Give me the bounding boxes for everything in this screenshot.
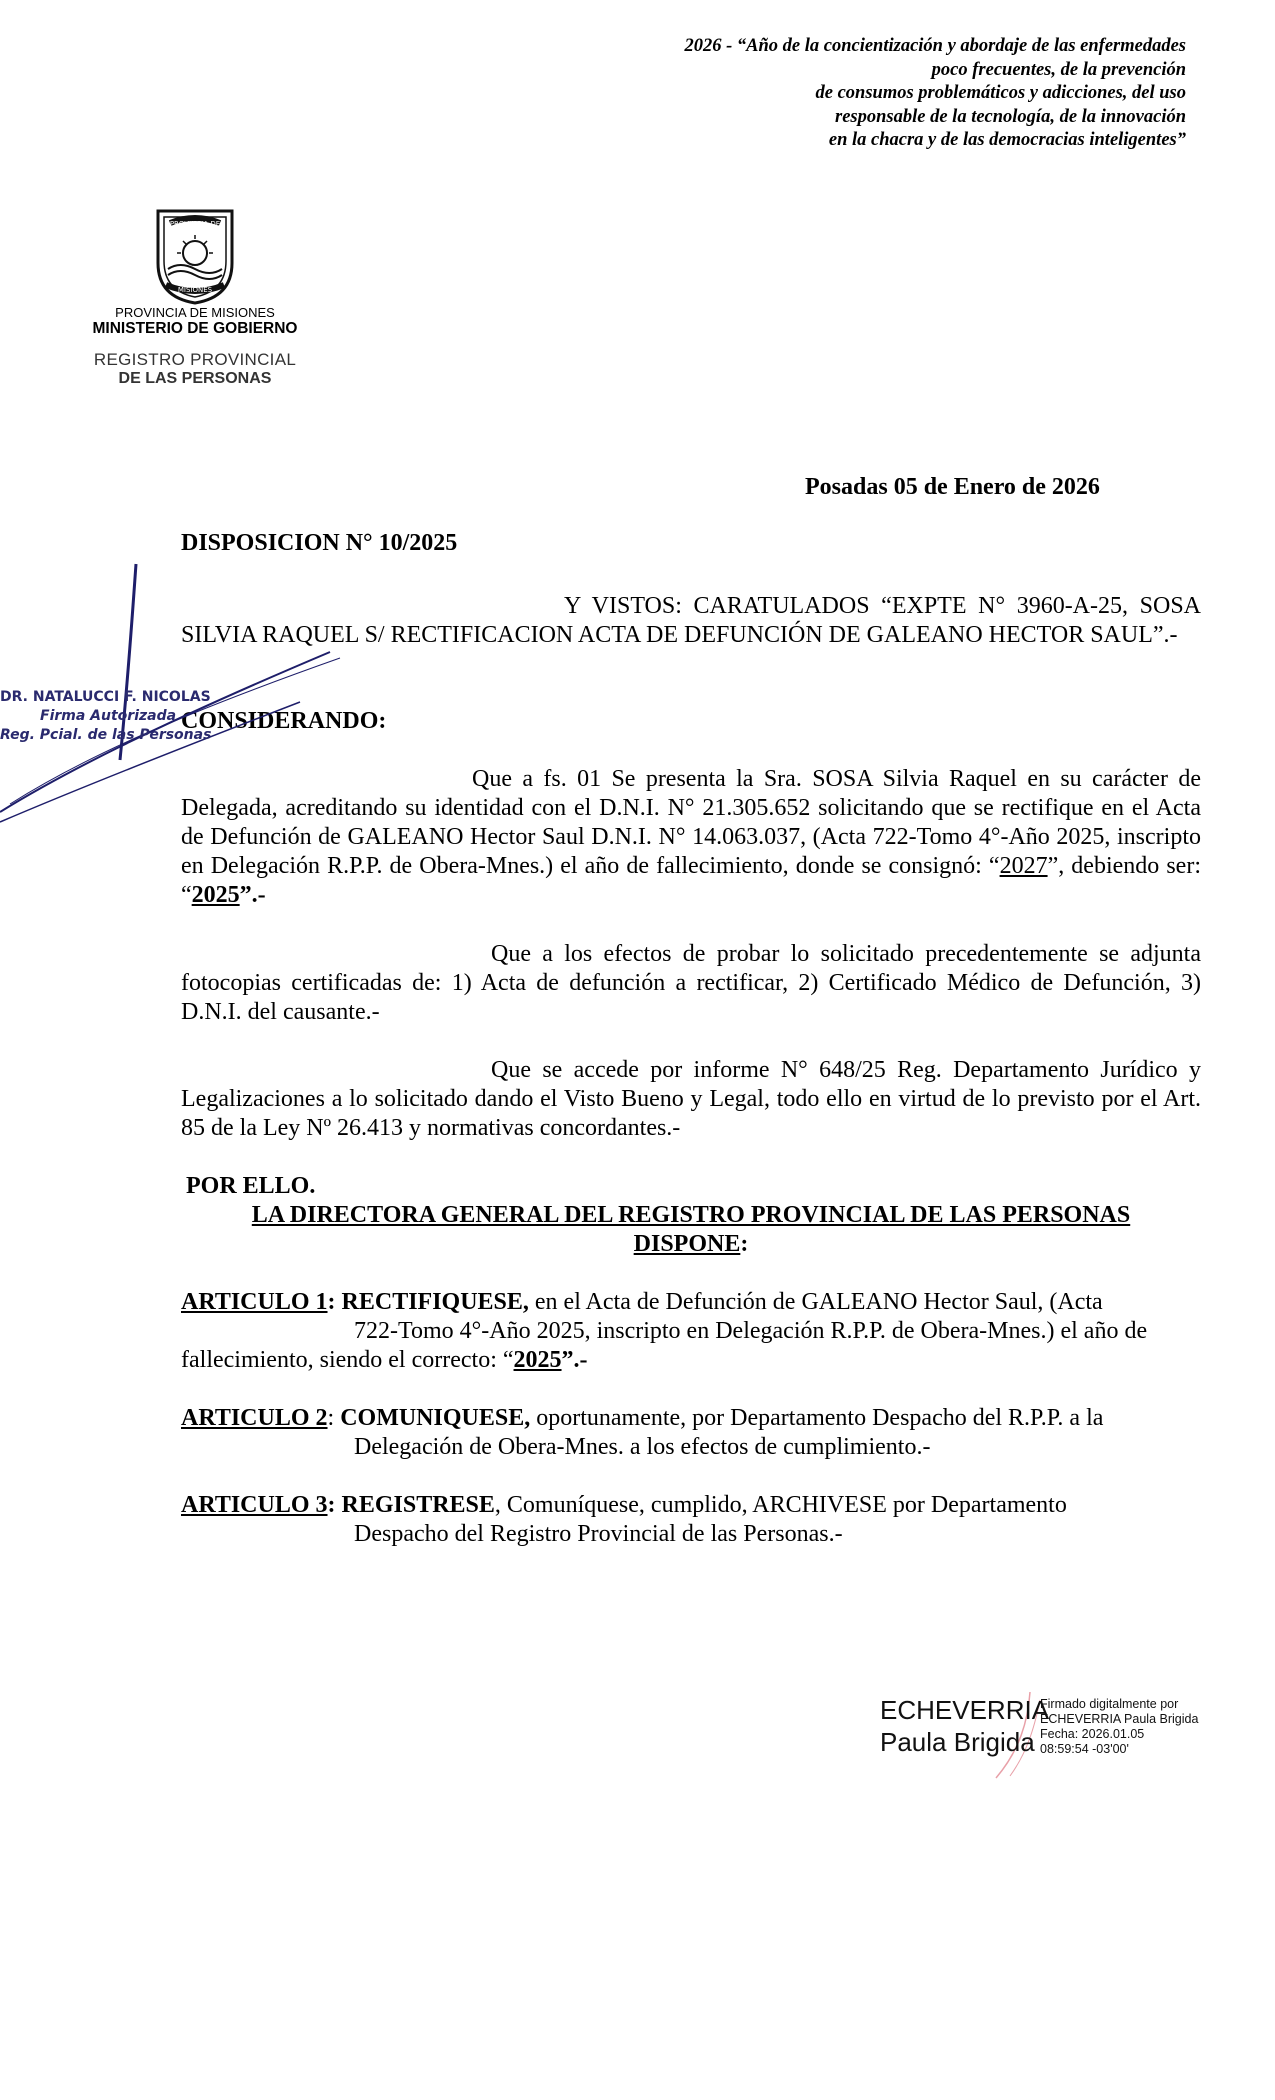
organization-header [60,205,330,388]
article-2-line1: oportunamente, por Departamento Despacho del R.P.P. a la [530,1405,1104,1431]
header-motto [560,35,1186,153]
signature-name-line1: ECHEVERRIA [880,1695,1050,1725]
org-province: PROVINCIA DE MISIONES [115,305,275,320]
dispone-label: DISPONE [633,1231,741,1257]
article-3-line1: , Comuníquese, cumplido, ARCHIVESE por Departamento [494,1492,1067,1518]
article-1-verb: RECTIFIQUESE, [341,1289,529,1315]
article-1-label: ARTICULO 1 [181,1289,328,1315]
article-3-verb: REGISTRESE [341,1492,495,1518]
digital-signature-name [880,1694,1049,1758]
article-3: ARTICULO 3: REGISTRESE, Comuníquese, cumplido, ARCHIVESE por Departamento Despacho del Registro Provincial de las Personas.- [181,1491,1201,1549]
considerando-p1-wrong-year: 2027 [999,853,1048,879]
vistos-text: Y VISTOS: CARATULADOS “EXPTE N° 3960-A-25, SOSA SILVIA RAQUEL S/ RECTIFICACION ACTA DE DEFUNCIÓN DE GALEANO HECTOR SAUL”.- [181,593,1201,648]
org-ministry: MINISTERIO DE GOBIERNO [92,320,298,337]
crest-text-bottom: MISIONES [177,286,213,294]
signature-name-line2: Paula Brigida [880,1727,1035,1757]
considerando-title: CONSIDERANDO: [181,708,387,734]
signature-info-line1: Firmado digitalmente por [1040,1697,1179,1711]
article-2: ARTICULO 2: COMUNIQUESE, oportunamente, por Departamento Despacho del R.P.P. a la Delegación de Obera-Mnes. a los efectos de cumplimiento.- [181,1404,1201,1462]
considerando-p1-end: ”.- [239,882,266,908]
motto-line: 2026 - “Año de la concientización y abordaje de las enfermedades [684,36,1186,56]
article-3-label: ARTICULO 3 [181,1492,328,1518]
motto-line: poco frecuentes, de la prevención [931,59,1186,80]
considerando-p2-text: Que a los efectos de probar lo solicitado precedentemente se adjunta fotocopias certificadas de: 1) Acta de defunción a rectificar, 2) Certificado Médico de Defunción, 3) D.N.I. del causante.- [181,941,1201,1025]
considerando-p3-text: Que se accede por informe N° 648/25 Reg. Departamento Jurídico y Legalizaciones a lo solicitado dando el Visto Bueno y Legal, todo ello en virtud de lo previsto por el Art. 85 de la Ley Nº 26.413 y normativas concordantes.- [181,1057,1201,1141]
crest-text-top: PROVINCIA DE [169,220,221,228]
signature-info-line2: ECHEVERRIA Paula Brigida [1040,1712,1199,1726]
article-1-line3: fallecimiento, siendo el correcto: “ [181,1347,514,1373]
authority-title: LA DIRECTORA GENERAL DEL REGISTRO PROVINCIAL DE LAS PERSONAS [251,1202,1131,1228]
por-ello: POR ELLO. [186,1173,316,1199]
considerando-p1-mid: ”, debiendo ser: “ [181,853,1201,908]
article-1: ARTICULO 1: RECTIFIQUESE, en el Acta de Defunción de GALEANO Hector Saul, (Acta 722-Tomo 4°-Año 2025, inscripto en Delegación R.P.P. de Obera-Mnes.) el año de fallecimiento, siendo el correcto: “2025”.- [181,1288,1201,1375]
authorized-stamp [0,688,211,745]
stamp-office: Reg. Pcial. de las Personas [0,727,212,743]
dispone-colon: : [740,1231,749,1257]
motto-line: responsable de la tecnología, de la innovación [835,106,1186,127]
org-registry: REGISTRO PROVINCIAL [93,350,297,369]
stamp-role: Firma Autorizada [40,708,177,724]
article-1-value: 2025 [513,1347,562,1373]
considerando-p1-text: Que a fs. 01 Se presenta la Sra. SOSA Silvia Raquel en su carácter de Delegada, acreditando su identidad con el D.N.I. N° 21.305.652 solicitando que se rectifique en el Acta de Defunción de GALEANO Hector Saul D.N.I. N° 14.063.037, (Acta 722-Tomo 4°-Año 2025, inscripto en Delegación R.P.P. de Obera-Mnes.) el año de fallecimiento, donde se consignó: “ [181,766,1201,879]
article-2-line2: Delegación de Obera-Mnes. a los efectos de cumplimiento.- [354,1434,931,1460]
considerando-p1-correct-year: 2025 [191,882,240,908]
motto-line: de consumos problemáticos y adicciones, del uso [815,83,1186,103]
article-3-line2: Despacho del Registro Provincial de las Personas.- [354,1521,843,1547]
article-1-line2: 722-Tomo 4°-Año 2025, inscripto en Delegación R.P.P. de Obera-Mnes.) el año de [354,1318,1148,1344]
considerando-paragraph-3 [181,1056,1201,1143]
document-date: Posadas 05 de Enero de 2026 [805,474,1100,500]
considerando-paragraph-2 [181,940,1201,1027]
article-2-verb: COMUNIQUESE, [340,1405,531,1431]
article-1-line1: en el Acta de Defunción de GALEANO Hector Saul, (Acta [528,1289,1103,1315]
article-1-end: ”.- [561,1347,588,1373]
org-registry-sub: DE LAS PERSONAS [118,370,272,387]
stamp-name: DR. NATALUCCI F. NICOLAS [0,689,211,705]
provincial-crest-icon [150,205,240,305]
signature-info-line4: 08:59:54 -03'00' [1040,1742,1129,1756]
disposition-title: DISPOSICION N° 10/2025 [181,530,458,556]
digital-signature-info [1040,1697,1198,1757]
motto-line: en la chacra y de las democracias inteligentes” [828,130,1186,150]
signature-info-line3: Fecha: 2026.01.05 [1040,1727,1145,1741]
authority-block [181,1201,1201,1259]
article-2-label: ARTICULO 2 [181,1405,328,1431]
